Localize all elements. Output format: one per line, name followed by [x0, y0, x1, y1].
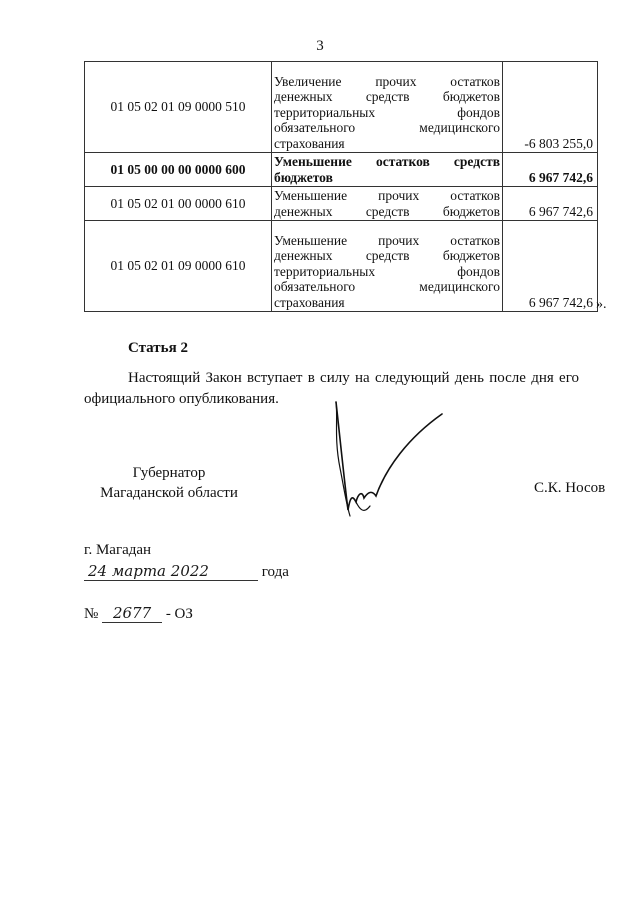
- table-row: [85, 153, 598, 187]
- row-code: 01 05 00 00 00 0000 600: [85, 153, 272, 187]
- row-name: Уменьшение остатков средств бюджетов: [272, 153, 503, 187]
- governor-title-line1: Губернатор: [132, 465, 206, 481]
- city: г. Магадан: [84, 542, 152, 558]
- handwritten-signature: [330, 398, 460, 538]
- number-suffix: - ОЗ: [165, 606, 193, 622]
- row-code: 01 05 02 01 09 0000 610: [85, 221, 272, 312]
- governor-title: [96, 463, 242, 503]
- governor-title-line2: Магаданской области: [100, 485, 238, 501]
- row-name: Уменьшение прочих остатков денежных средств бюджетов территориальных фондов обязательного медицинского страхования: [272, 221, 503, 312]
- number-prefix: №: [84, 606, 99, 622]
- article-text: Настоящий Закон вступает в силу на следующий день после дня его официального опубликования.: [84, 370, 579, 407]
- governor-name: С.К. Носов: [534, 480, 606, 496]
- row-amount: 6 967 742,6: [503, 153, 598, 187]
- article-title: Статья 2: [128, 340, 188, 356]
- row-code: 01 05 02 01 00 0000 610: [85, 187, 272, 221]
- date-line: [84, 562, 289, 581]
- row-name: Увеличение прочих остатков денежных средств бюджетов территориальных фондов обязательного медицинского страхования: [272, 62, 503, 153]
- table-row: [85, 187, 598, 221]
- handwritten-law-number: 2677: [102, 604, 162, 623]
- row-amount: 6 967 742,6: [503, 187, 598, 221]
- table-row: [85, 221, 598, 312]
- date-suffix: года: [261, 564, 289, 580]
- closing-quote: ».: [596, 297, 607, 312]
- table-row: [85, 62, 598, 153]
- law-number-line: [84, 604, 193, 623]
- row-amount: -6 803 255,0: [503, 62, 598, 153]
- row-amount: 6 967 742,6: [503, 221, 598, 312]
- row-code: 01 05 02 01 09 0000 510: [85, 62, 272, 153]
- row-name: Уменьшение прочих остатков денежных средств бюджетов: [272, 187, 503, 221]
- handwritten-date: 24 марта 2022: [84, 562, 258, 581]
- budget-sources-table: [84, 61, 598, 312]
- page-number: 3: [316, 38, 324, 54]
